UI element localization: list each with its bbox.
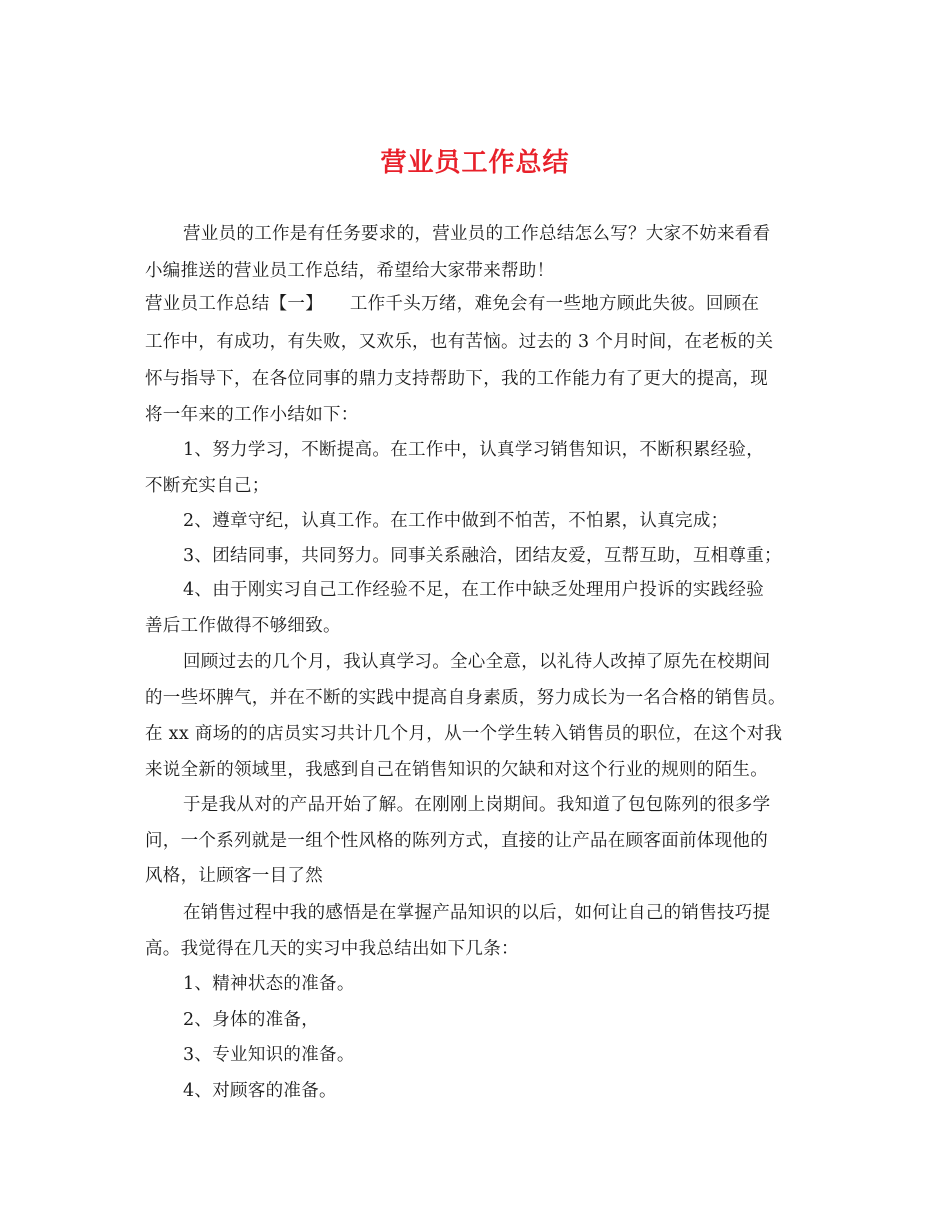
paragraph-line: 善后工作做得不够细致。 (145, 616, 341, 636)
paragraph-line: 营业员的工作是有任务要求的，营业员的工作总结怎么写？大家不妨来看看 (183, 224, 771, 244)
paragraph-line: 来说全新的领域里，我感到自己在销售知识的欠缺和对这个行业的规则的陌生。 (145, 760, 768, 780)
paragraph-line: 营业员工作总结【一】 工作千头万绪，难免会有一些地方顾此失彼。回顾在 (145, 294, 760, 314)
paragraph-line: 3、团结同事，共同努力。同事关系融洽，团结友爱，互帮互助，互相尊重； (183, 546, 782, 566)
paragraph-line: 回顾过去的几个月，我认真学习。全心全意，以礼待人改掉了原先在校期间 (183, 652, 771, 672)
paragraph-line: 工作中，有成功，有失败，又欢乐，也有苦恼。过去的 3 个月时间，在老板的关 (145, 332, 774, 352)
list-item: 1、精神状态的准备。 (183, 974, 355, 994)
page-title: 营业员工作总结 (380, 148, 570, 178)
list-item: 3、专业知识的准备。 (183, 1045, 355, 1065)
paragraph-line: 的一些坏脾气，并在不断的实践中提高自身素质，努力成长为一名合格的销售员。 (145, 688, 786, 708)
paragraph-line: 高。我觉得在几天的实习中我总结出如下几条： (145, 939, 519, 959)
paragraph-line: 将一年来的工作小结如下： (145, 405, 359, 425)
paragraph-line: 4、由于刚实习自己工作经验不足，在工作中缺乏处理用户投诉的实践经验 (183, 580, 765, 600)
paragraph-line: 2、遵章守纪，认真工作。在工作中做到不怕苦，不怕累，认真完成； (183, 511, 729, 531)
paragraph-line: 问，一个系列就是一组个性风格的陈列方式，直接的让产品在顾客面前体现他的 (145, 831, 768, 851)
paragraph-line: 在 xx 商场的的店员实习共计几个月，从一个学生转入销售员的职位，在这个对我 (145, 724, 783, 744)
paragraph-line: 怀与指导下，在各位同事的鼎力支持帮助下，我的工作能力有了更大的提高，现 (145, 369, 768, 389)
paragraph-line: 1、努力学习，不断提高。在工作中，认真学习销售知识，不断积累经验， (183, 440, 765, 460)
list-item: 4、对顾客的准备。 (183, 1081, 337, 1101)
paragraph-line: 于是我从对的产品开始了解。在刚刚上岗期间。我知道了包包陈列的很多学 (183, 795, 771, 815)
list-item: 2、身体的准备， (183, 1010, 320, 1030)
paragraph-line: 不断充实自己； (145, 476, 270, 496)
paragraph-line: 风格，让顾客一目了然 (145, 866, 323, 886)
paragraph-line: 小编推送的营业员工作总结，希望给大家带来帮助！ (145, 261, 555, 281)
paragraph-line: 在销售过程中我的感悟是在掌握产品知识的以后，如何让自己的销售技巧提 (183, 903, 771, 923)
